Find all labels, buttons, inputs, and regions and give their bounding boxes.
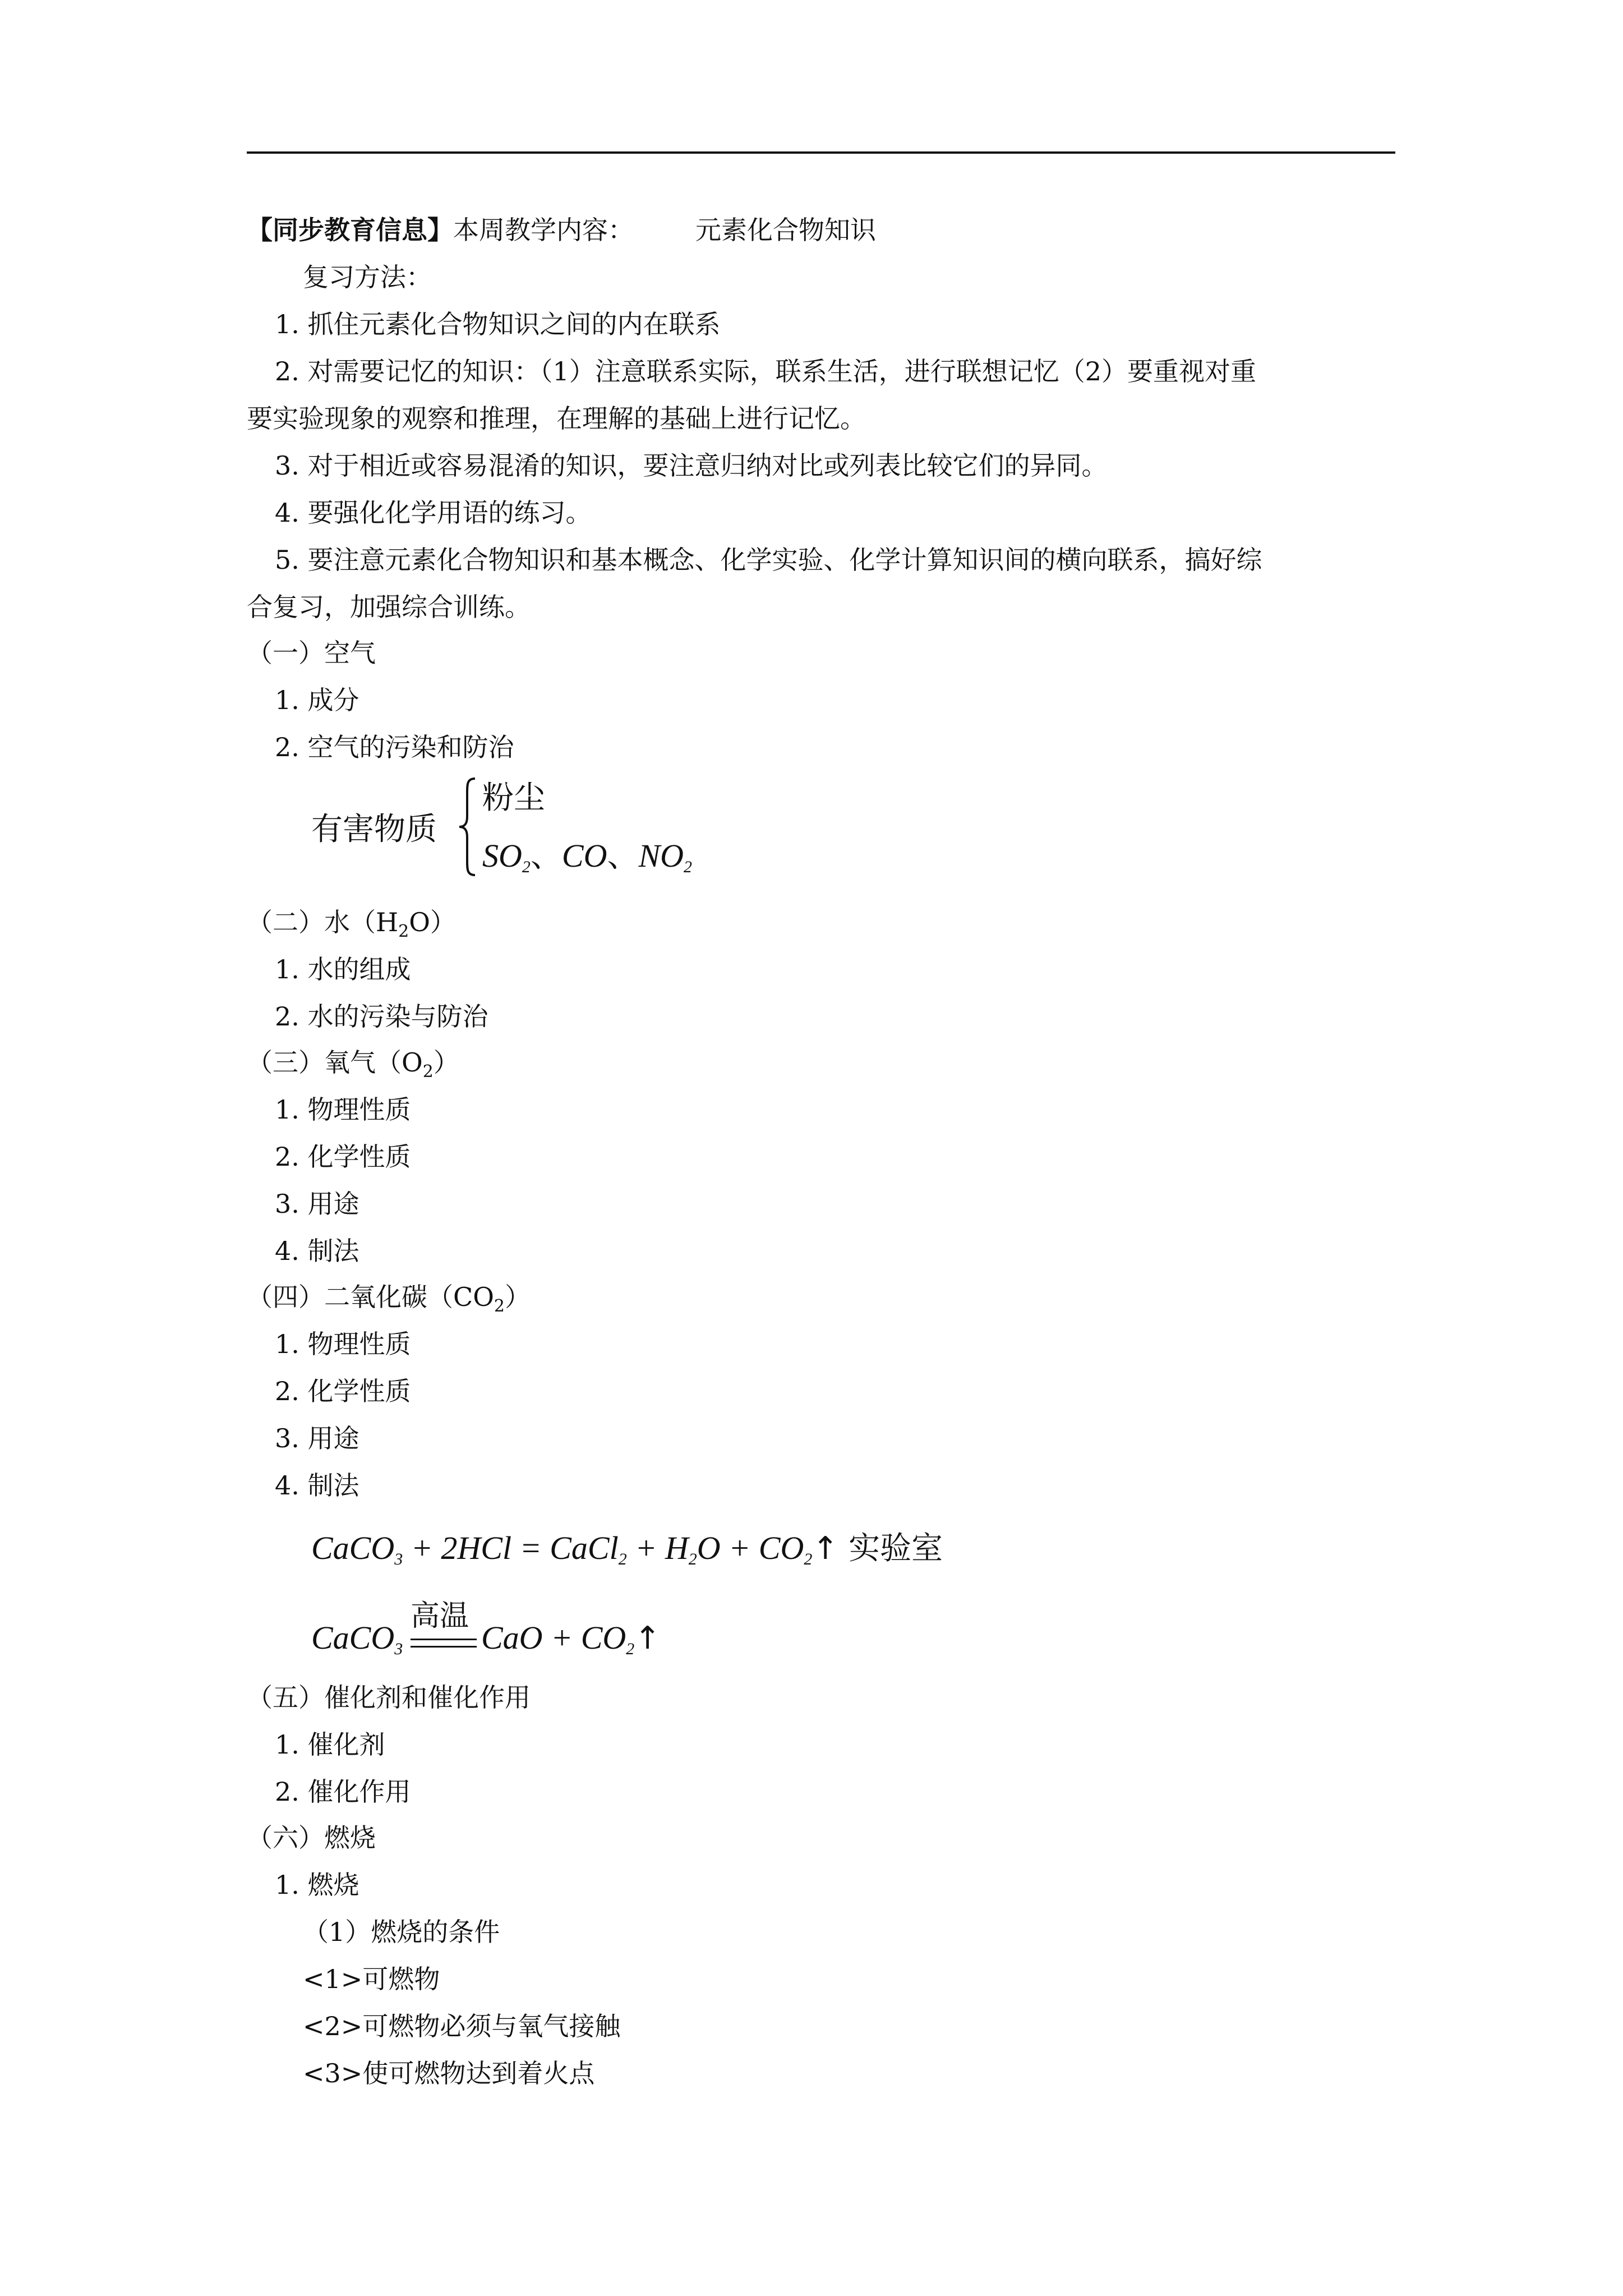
section-catalyst-heading: （五）催化剂和催化作用	[247, 1682, 531, 1713]
review-item-2: 2. 对需要记忆的知识：（1）注意联系实际，联系生活，进行联想记忆（2）要重视对重	[275, 356, 1257, 386]
water-item-2: 2. 水的污染与防治	[275, 1001, 488, 1032]
section-air-heading: （一）空气	[247, 638, 376, 668]
content-label: 本周教学内容：	[453, 215, 634, 245]
eq2-right: CaO + $CO_2↑$	[481, 1619, 661, 1658]
review-item-5-cont: 合复习，加强综合训练。	[247, 592, 531, 622]
gas-arrow-icon: ↑	[812, 1530, 839, 1567]
air-item-2: 2. 空气的污染和防治	[275, 732, 514, 762]
review-heading: 复习方法：	[303, 262, 432, 292]
review-item-1: 1. 抓住元素化合物知识之间的内在联系	[275, 309, 721, 339]
gas-arrow-icon: ↑	[634, 1620, 661, 1657]
oxygen-item-3: 3. 用途	[275, 1189, 359, 1219]
co2-item-3: 3. 用途	[275, 1423, 359, 1453]
header-line	[247, 213, 876, 247]
bracket-title: 【同步教育信息】	[247, 215, 453, 245]
section-co2-heading: （四）二氧化碳$(CO_2)$	[247, 1282, 531, 1316]
combustion-condition-2: <2>可燃物必须与氧气接触	[303, 2011, 621, 2041]
co2-item-2: 2. 化学性质	[275, 1376, 411, 1406]
review-item-3: 3. 对于相近或容易混淆的知识，要注意归纳对比或列表比较它们的异同。	[275, 450, 1108, 481]
co2-item-1: 1. 物理性质	[275, 1329, 411, 1359]
equation-lab-prep: CaCO$_3$ + 2HCl = CaCl$_2$ + $H_2O$ + $CO_2↑$ 实验室	[311, 1530, 943, 1568]
section-combustion-heading: （六）燃烧	[247, 1823, 376, 1853]
eq2-condition: 高温	[411, 1599, 469, 1633]
combustion-condition-3: <3>使可燃物达到着火点	[303, 2058, 595, 2088]
water-item-1: 1. 水的组成	[275, 954, 411, 984]
harmful-substances-block	[311, 773, 816, 885]
oxygen-item-2: 2. 化学性质	[275, 1142, 411, 1172]
double-line-icon	[411, 1639, 477, 1648]
header-rule	[247, 151, 1395, 154]
review-item-5: 5. 要注意元素化合物知识和基本概念、化学实验、化学计算知识间的横向联系，搞好综	[275, 545, 1262, 575]
harmful-dust: 粉尘	[482, 780, 545, 816]
review-item-4: 4. 要强化化学用语的练习。	[275, 498, 592, 528]
review-item-2-cont: 要实验现象的观察和推理，在理解的基础上进行记忆。	[247, 403, 866, 434]
section-oxygen-heading: （三）氧气$(O_2)$	[247, 1047, 459, 1082]
combustion-condition-1: <1>可燃物	[303, 1964, 440, 1994]
catalyst-item-2: 2. 催化作用	[275, 1777, 411, 1807]
catalyst-item-1: 1. 催化剂	[275, 1729, 385, 1760]
oxygen-item-1: 1. 物理性质	[275, 1094, 411, 1125]
eq2-left: CaCO$_3$	[311, 1619, 403, 1658]
co2-item-4: 4. 制法	[275, 1470, 359, 1501]
oxygen-item-4: 4. 制法	[275, 1236, 359, 1266]
section-water-heading: （二）水$(H_2O)$	[247, 907, 456, 941]
curly-brace-icon	[457, 776, 479, 877]
harmful-gases: $SO_2$、CO、$NO_2$	[482, 838, 693, 876]
combustion-item-1: 1. 燃烧	[275, 1870, 359, 1900]
combustion-subheading: （1）燃烧的条件	[303, 1917, 500, 1947]
content-topic: 元素化合物知识	[695, 215, 876, 245]
air-item-1: 1. 成分	[275, 685, 359, 715]
harmful-label: 有害物质	[311, 811, 437, 848]
